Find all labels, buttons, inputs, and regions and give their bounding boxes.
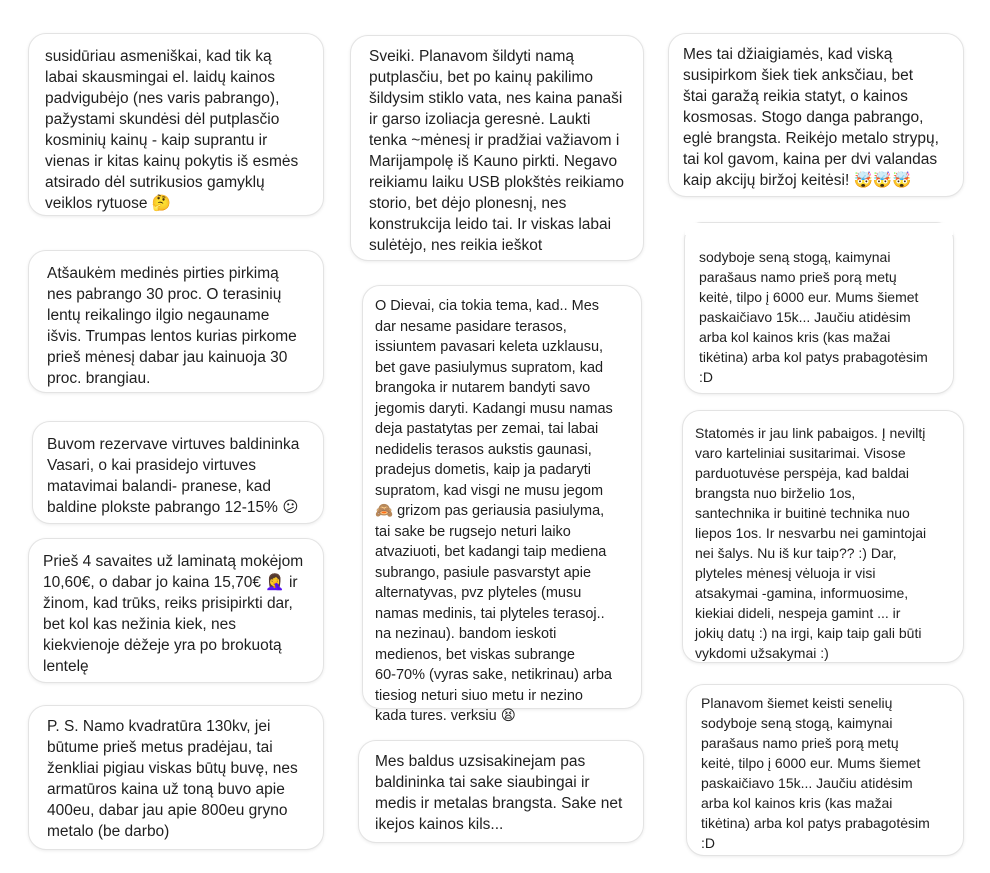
comment-bubble bbox=[350, 35, 644, 261]
comment-bubble bbox=[358, 740, 644, 843]
comment-text: Planavom šiemet keisti senelių sodyboje seną stogą, kaimynai parašaus namo prieš porą metų keitė, tilpo į 6000 eur. Mums šiemet paskaičiavo 15k... Jaučiu atidėsim arba kol kainos kris (kas mažai tikėtina) arba kol patys prabagotėsim :D bbox=[701, 695, 930, 851]
comment-text: Buvom rezervave virtuves baldininka Vasari, o kai prasidejo virtuves matavimai balandi- pranese, kad baldine plokste pabrango 12-15% 😕 bbox=[47, 436, 300, 516]
comment-bubble bbox=[28, 705, 324, 850]
comment-text: susidūriau asmeniškai, kad tik ką labai skausmingai el. laidų kainos padvigubėjo (nes varis pabrango), pažystami skundėsi dėl putplasčio kosminių kainų - kaip suprantu ir vienas ir kitas kainų pokytis iš esmės atsirado dėl sutrikusios gamyklų veiklos rytuose 🤔 bbox=[45, 48, 299, 212]
comment-bubble bbox=[32, 421, 324, 524]
comment-bubble bbox=[28, 538, 324, 683]
comment-text: Mes baldus uzsisakinejam pas baldininka tai sake siaubingai ir medis ir metalas brangsta. Sake net ikejos kainos kils... bbox=[375, 753, 623, 833]
comment-bubble bbox=[362, 285, 642, 724]
comment-bubble bbox=[682, 410, 964, 663]
comment-text: sodyboje seną stogą, kaimynai parašaus namo prieš porą metų keitė, tilpo į 6000 eur. Mums šiemet paskaičiavo 15k... Jaučiu atidėsim arba kol kainos kris (kas mažai tikėtina) arba kol patys prabagotėsim :D bbox=[699, 249, 928, 385]
comment-text: Atšaukėm medinės pirties pirkimą nes pabrango 30 proc. O terasinių lentų reikalingo ilgio negauname išvis. Trumpas lentos kurias pirkome prieš mėnesį dabar jau kainuoja 30 proc. brangiau. bbox=[47, 265, 297, 387]
comment-bubble bbox=[668, 33, 964, 197]
comment-text: Statomės ir jau link pabaigos. Į neviltį varo karteliniai susitarimai. Visose parduotuvėse perspėja, kad baldai brangsta nuo birželio 1os, santechnika ir buitinė technika nuo liepos 1os. Ir nesvarbu nei gamintojai nei šalys. Nu iš kur taip?? :) Dar, plyteles mėnesį vėluoja ir visi atsakymai -gamina, informuosime, kiekiai dideli, nespeja gamint ... ir jokių datų :) na irgi, kaip taip gali būti vykdomi užsakymai :) bbox=[695, 425, 927, 661]
comment-bubble bbox=[28, 33, 324, 216]
crop-edge bbox=[685, 223, 953, 235]
comment-bubble bbox=[686, 684, 964, 856]
comment-text: Mes tai džiaigiamės, kad viską susipirkom šiek tiek anksčiau, bet štai garažą reikia statyt, o kainos kosmosas. Stogo danga pabrango, eglė brangsta. Reikėjo metalo strypų, tai kol gavom, kaina per dvi valandas kaip akcijų biržoj keitėsi! 🤯🤯🤯 bbox=[683, 46, 939, 189]
comment-text: Sveiki. Planavom šildyti namą putplasčiu, bet po kainų pakilimo šildysim stiklo vata, nes kaina panaši ir garso izoliacja geresnė. Laukti tenka ~mėnesį ir pradžiai važiavom i Marijampolę iš Kauno pirkti. Negavo reikiamu laiku USB plokštės reikiamo storio, bet dėjo plonesnį, nes konstrukcija leido tai. Ir viskas labai sulėtėjo, nes reikia ieškot bbox=[369, 48, 624, 254]
comment-text: O Dievai, cia tokia tema, kad.. Mes dar nesame pasidare terasos, issiuntem pavasari keleta uzklausu, bet gave pasiulymus supratom, kad brangoka ir nutarem bandyti savo jegomis daryti. Kadangi musu namas deja pastatytas per zemai, tai labai nedidelis terasos aukstis gaunasi, pradejus dometis, kaip ja padaryti supratom, kad visgi ne musu jegom 🙈 grizom pas geriausia pasiulyma, tai sake be rugsejo neturi laiko atvaziuoti, bet kadangi taip mediena subrango, pasiule pasvarstyt apie alternatyvas, pvz plyteles (musu namas medinis, tai plyteles terasoj.. na nezinau). bandom ieskoti medienos, bet viskas subrange 60-70% (vyras sake, netikrinau) arba tiesiog neturi siuo metu ir nezino kada tures. verksiu 😫 bbox=[375, 298, 613, 724]
comment-bubble bbox=[28, 250, 324, 393]
comment-bubble-cropped bbox=[684, 222, 954, 394]
comment-text: Prieš 4 savaites už laminatą mokėjom 10,60€, o dabar jo kaina 15,70€ 🤦‍♀️ ir žinom, kad trūks, reiks prisipirkti dar, bet kol kas nežinia kiek, nes kiekvienoje dėžeje yra po brokuotą lentelę bbox=[43, 553, 304, 675]
comment-text: P. S. Namo kvadratūra 130kv, jei būtume prieš metus pradėjau, tai ženkliai pigiau viskas būtų buvę, nes armatūros kaina už toną buvo apie 400eu, dabar jau apie 800eu gryno metalo (be darbo) bbox=[47, 718, 298, 840]
